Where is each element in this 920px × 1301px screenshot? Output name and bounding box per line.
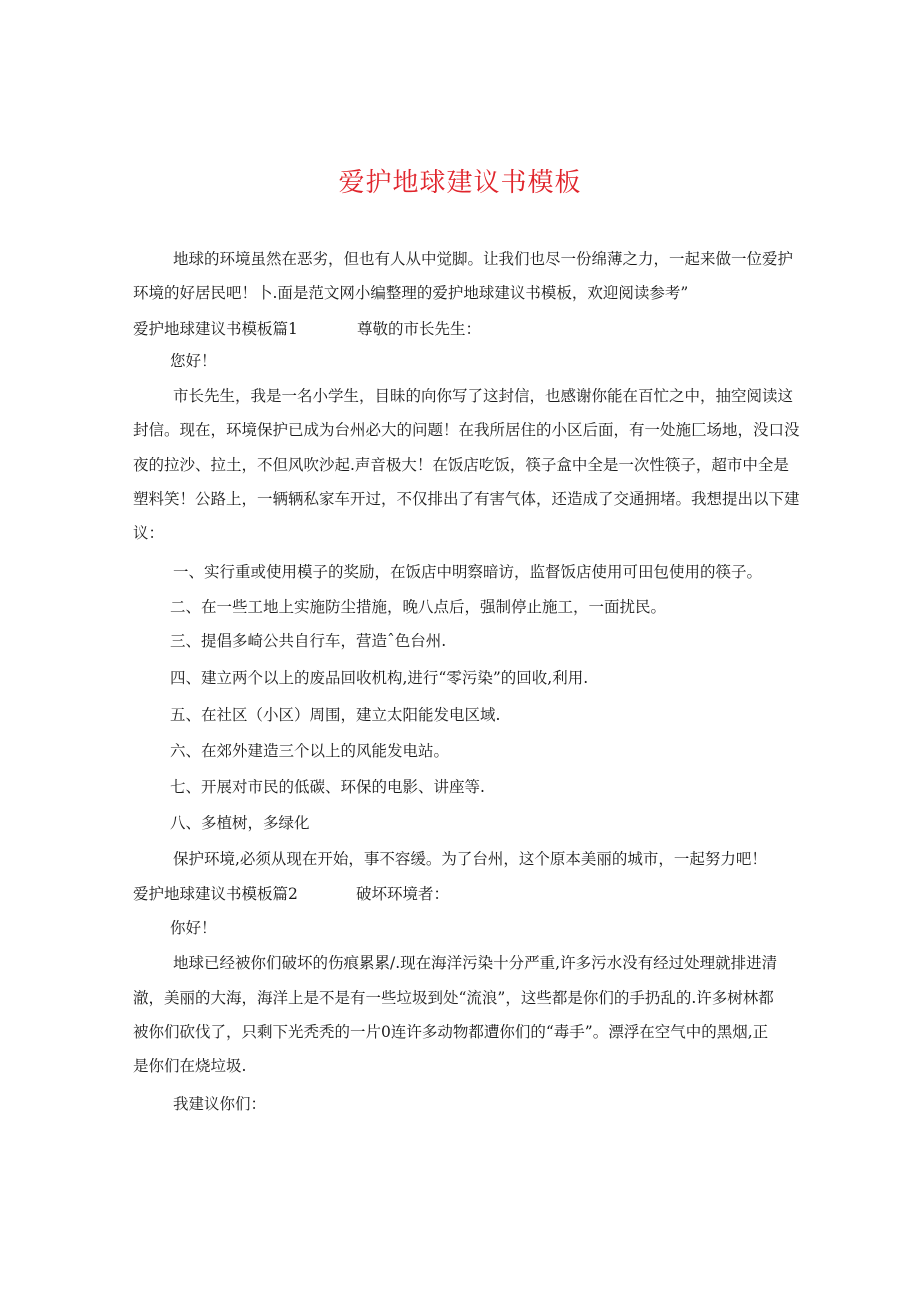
suggestion-item: 四、建立两个以上的废品回收机构,进行“零污染”的回收,利用.: [170, 669, 589, 687]
suggestion-item: 五、在社区（小区）周围，建立太阳能发电区域.: [170, 706, 501, 724]
suggestion-item: 二、在一些工地上实施防尘措施，晚八点后，强制停止施工，一面扰民。: [170, 598, 667, 616]
intro-line-2: 环境的好居民吧！卜.面是范文网小编整理的爱护地球建议书模板，欢迎阅读参考”: [133, 284, 689, 302]
part2-heading: 爱护地球建议书模板篇2: [133, 885, 298, 903]
part1-greeting: 您好！: [170, 352, 217, 370]
suggestion-item: 一、实行重或使用模子的奖励，在饭店中明察暗访，监督饭店使用可田包使用的筷子。: [173, 563, 763, 581]
part2-address: 破坏环境者：: [356, 885, 450, 903]
part1-body-line: 市长先生，我是一名小学生，目昧的向你写了这封信，也感谢你能在百忙之中，抽空阅读这: [173, 387, 794, 405]
intro-line-1: 地球的环境虽然在恶劣，但也有人从中觉脚。让我们也尽一份绵薄之力，一起来做一位爱护: [173, 250, 794, 268]
part2-body-line: 被你们砍伐了，只剩下光秃秃的一片0连许多动物都遭你们的“毒手”。漂浮在空气中的黑烟,正: [133, 1023, 769, 1041]
suggestion-item: 八、多植树，多绿化: [170, 814, 310, 832]
part2-suggest-intro: 我建议你们：: [173, 1095, 267, 1113]
part1-heading-row: [133, 317, 482, 339]
part1-address: 尊敬的市长先生：: [357, 320, 482, 338]
part1-body-line: 封信。现在，环境保护已成为台州必大的问题！在我所居住的小区后面，有一处施匚场地，没口没: [133, 421, 800, 439]
part1-body-line: 议：: [133, 524, 165, 542]
part1-heading: 爱护地球建议书模板篇1: [133, 320, 298, 338]
part2-heading-row: [133, 882, 450, 904]
document-title: 爱护地球建议书模板: [338, 168, 582, 198]
part1-body-line: 夜的拉沙、拉土，不但风吹沙起.声音极大！在饭店吃饭，筷子盒中全是一次性筷子，超市中全是: [133, 456, 789, 474]
suggestion-item: 三、提倡多崎公共自行车，营造ˆ色台州.: [170, 632, 447, 650]
part2-body-line: 澈，美丽的大海，海洋上是不是有一些垃圾到处“流浪”，这些都是你们的手扔乱的.许多树林都: [133, 989, 774, 1007]
part2-body-line: 地球已经被你们破坏的伤痕累累/.现在海洋污染十分严重,许多污水没有经过处理就排进清: [173, 954, 778, 972]
suggestion-item: 六、在郊外建造三个以上的风能发电站。: [170, 742, 450, 760]
part2-greeting: 你好！: [170, 919, 217, 937]
part2-body-line: 是你们在烧垃圾.: [133, 1057, 247, 1075]
suggestion-item: 七、开展对市民的低碳、环保的电影、讲座等.: [170, 778, 485, 796]
part1-closing: 保护环境,必须从现在开始，事不容缓。为了台州，这个原本美丽的城市，一起努力吧！: [173, 850, 767, 868]
part1-body-line: 塑料笑！公路上，一辆辆私家车开过，不仅排出了有害气体，还造成了交通拥堵。我想提出以下建: [133, 490, 800, 508]
